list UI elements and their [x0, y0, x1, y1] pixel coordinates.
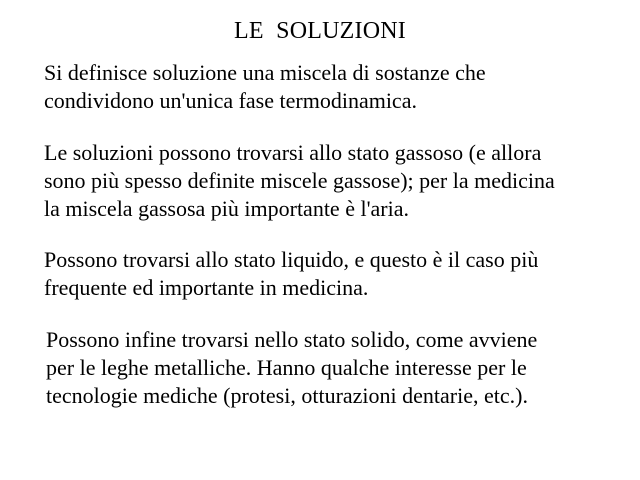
paragraph-gaseous	[44, 139, 555, 223]
paragraph-liquid	[44, 246, 538, 302]
text-line: Le soluzioni possono trovarsi allo stato gassoso (e allora	[44, 140, 542, 165]
text-line: sono più spesso definite miscele gassose); per la medicina	[44, 168, 555, 193]
paragraph-definition	[44, 59, 486, 115]
text-line: tecnologie mediche (protesi, otturazioni dentarie, etc.).	[46, 383, 528, 408]
text-line: condividono un'unica fase termodinamica.	[44, 88, 417, 113]
slide-title: LE SOLUZIONI	[234, 18, 406, 44]
text-line: Possono trovarsi allo stato liquido, e questo è il caso più	[44, 247, 539, 272]
paragraph-solid	[46, 326, 537, 410]
text-line: frequente ed importante in medicina.	[44, 275, 369, 300]
text-line: Si definisce soluzione una miscela di sostanze che	[44, 60, 486, 85]
text-line: Possono infine trovarsi nello stato solido, come avviene	[46, 327, 538, 352]
text-line: la miscela gassosa più importante è l'aria.	[44, 196, 410, 221]
text-line: per le leghe metalliche. Hanno qualche interesse per le	[46, 355, 527, 380]
